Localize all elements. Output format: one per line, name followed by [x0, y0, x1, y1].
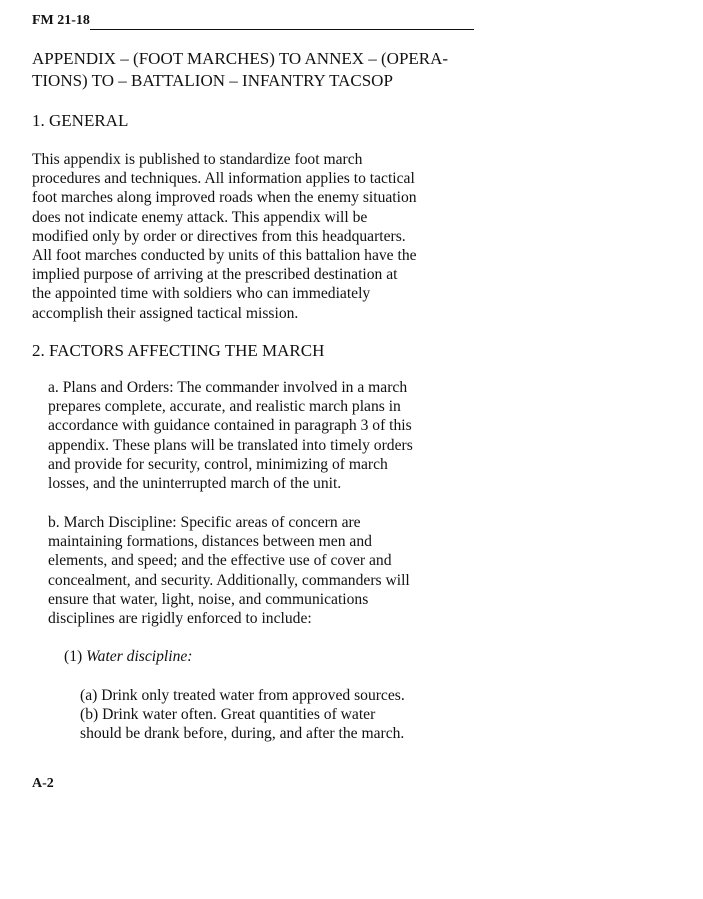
text-line: and provide for security, control, minimizing of march	[48, 455, 388, 473]
list-item: (a) Drink only treated water from approved sources.	[80, 687, 405, 704]
list-item-continuation: should be drank before, during, and after the march.	[80, 725, 405, 743]
title-line: APPENDIX – (FOOT MARCHES) TO ANNEX – (OPERA-	[32, 49, 449, 68]
subheading-number: (1)	[64, 648, 87, 665]
appendix-title	[32, 48, 448, 92]
text-line: disciplines are rigidly enforced to include:	[48, 610, 312, 628]
header-rule	[90, 29, 474, 30]
text-line: This appendix is published to standardize foot march	[32, 151, 363, 168]
text-line: does not indicate enemy attack. This appendix will be	[32, 208, 368, 226]
march-discipline-paragraph	[48, 513, 410, 628]
text-line: prepares complete, accurate, and realistic march plans in	[48, 398, 401, 416]
text-line: concealment, and security. Additionally, commanders will	[48, 571, 410, 589]
text-line: appendix. These plans will be translated into timely orders	[48, 436, 413, 454]
text-line: elements, and speed; and the effective use of cover and	[48, 552, 392, 570]
text-line: All foot marches conducted by units of this battalion have the	[32, 247, 417, 265]
general-paragraph	[32, 150, 417, 323]
running-header	[32, 8, 474, 34]
section-1-heading: 1. GENERAL	[32, 111, 129, 130]
text-line: accordance with guidance contained in paragraph 3 of this	[48, 417, 412, 435]
text-line: ensure that water, light, noise, and communications	[48, 590, 369, 608]
text-line: modified only by order or directives from this headquarters.	[32, 227, 406, 245]
manual-id: FM 21-18	[32, 13, 90, 28]
text-line: procedures and techniques. All information applies to tactical	[32, 170, 415, 188]
text-line: maintaining formations, distances between men and	[48, 533, 372, 551]
text-line: b. March Discipline: Specific areas of concern are	[48, 514, 361, 531]
list-item: (b) Drink water often. Great quantities of water	[80, 706, 376, 724]
text-line: the appointed time with soldiers who can immediately	[32, 285, 371, 303]
plans-and-orders-paragraph	[48, 378, 413, 493]
title-line: TIONS) TO – BATTALION – INFANTRY TACSOP	[32, 71, 393, 90]
water-discipline-items	[80, 686, 405, 744]
section-2-heading: 2. FACTORS AFFECTING THE MARCH	[32, 341, 325, 360]
text-line: implied purpose of arriving at the prescribed destination at	[32, 266, 398, 284]
text-line: foot marches along improved roads when the enemy situation	[32, 189, 417, 207]
page-number: A-2	[32, 776, 54, 791]
water-discipline-subheading	[64, 647, 193, 666]
text-line: a. Plans and Orders: The commander involved in a march	[48, 379, 408, 396]
subheading-label: Water discipline:	[86, 648, 193, 665]
text-line: losses, and the uninterrupted march of the unit.	[48, 475, 342, 493]
text-line: accomplish their assigned tactical mission.	[32, 304, 299, 322]
